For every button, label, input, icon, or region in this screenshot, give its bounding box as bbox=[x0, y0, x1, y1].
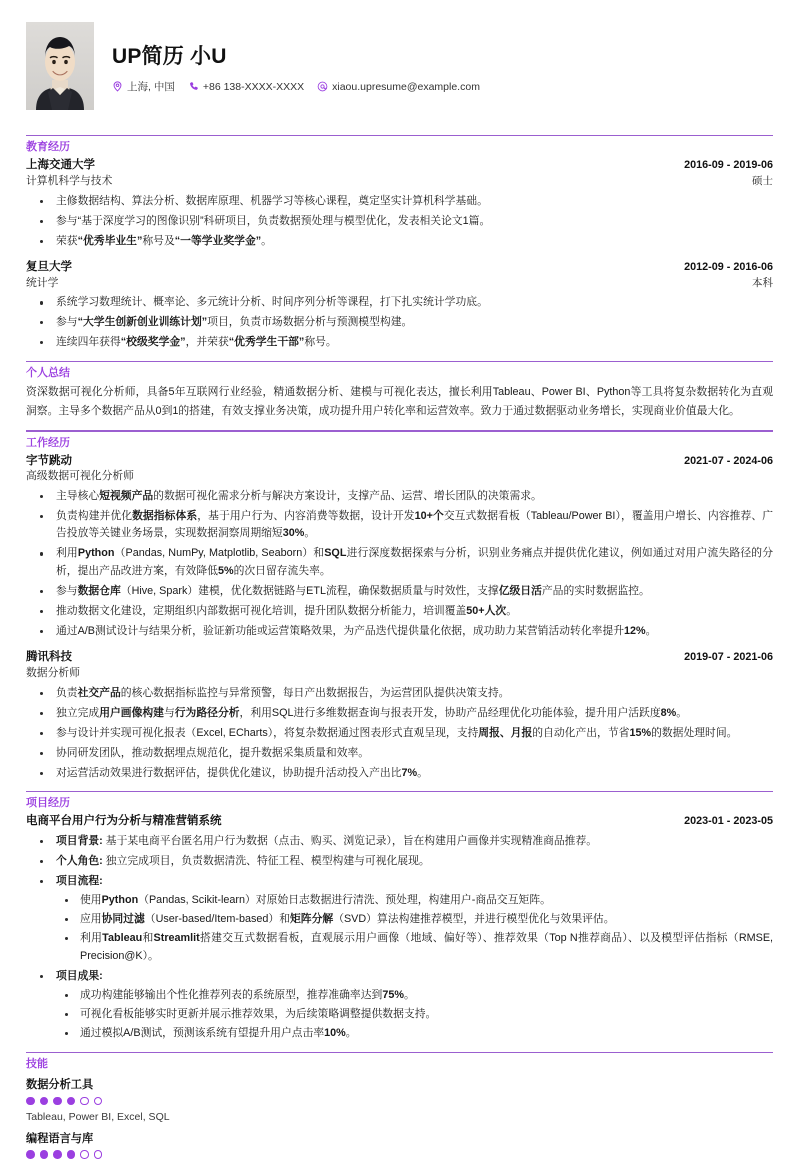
section-divider bbox=[26, 135, 773, 136]
project-entries bbox=[26, 813, 773, 1043]
skill-detail: Tableau, Power BI, Excel, SQL bbox=[26, 1111, 170, 1124]
section-divider bbox=[26, 1052, 773, 1053]
entry-header bbox=[26, 649, 773, 681]
bullet-item: 个人角色: 独立完成项目，负责数据清洗、特征工程、模型构建与可视化展现。 bbox=[26, 853, 773, 870]
entry-degree: 硕士 bbox=[752, 174, 773, 187]
summary-text: 资深数据可视化分析师，具备5年互联网行业经验，精通数据分析、建模与可视化表达，擅长利用Tableau、Power BI、Python等工具将复杂数据转化为直观洞察。主导多个数据产品从0到1的搭建，有效支撑业务决策，成功提升用户转化率和运营效率。致力于通过数据驱动业务增长，实现商业价值最大化。 bbox=[26, 386, 773, 418]
entry-organization: 字节跳动 bbox=[26, 454, 72, 467]
entry-header bbox=[26, 813, 773, 830]
entry-header bbox=[26, 259, 773, 291]
section-skills bbox=[26, 1052, 773, 1159]
sub-bullet-item: 通过模拟A/B测试，预测该系统有望提升用户点击率10%。 bbox=[56, 1025, 773, 1042]
work-entries bbox=[26, 453, 773, 782]
skill-rating-dot bbox=[53, 1097, 62, 1106]
skill-item bbox=[26, 1131, 773, 1159]
bullet-item: 项目流程: 使用Python（Pandas, Scikit-learn）对原始日志数据进行清洗、预处理，构建用户-商品交互矩阵。 应用协同过滤（User-based/Item-based）和矩阵分解（SVD）算法构建推荐模型，并进行模型优化与效果评估。 利用Tableau和Streamlit搭建交互式数据看板，直观展示用户画像（地域、偏好等）、推荐效果（Top N推荐商品）、以及模型评估指标（RMSE, Precision@K）。 bbox=[26, 873, 773, 965]
skill-name: 数据分析工具 bbox=[26, 1079, 94, 1092]
resume-entry bbox=[26, 649, 773, 782]
skill-list bbox=[26, 1077, 773, 1159]
entry-meta-block bbox=[670, 260, 773, 291]
skill-rating-dot bbox=[40, 1097, 49, 1106]
entry-degree: 本科 bbox=[752, 276, 773, 289]
entry-organization: 腾讯科技 bbox=[26, 651, 72, 664]
entry-org-block bbox=[26, 259, 72, 291]
section-work bbox=[26, 430, 773, 782]
skill-item bbox=[26, 1077, 773, 1126]
resume-entry bbox=[26, 157, 773, 250]
section-projects bbox=[26, 791, 773, 1043]
section-divider bbox=[26, 791, 773, 792]
bullet-item: 主修数据结构、算法分析、数据库原理、机器学习等核心课程，奠定坚实计算机科学基础。 bbox=[26, 193, 773, 210]
skill-rating-dot bbox=[94, 1150, 103, 1159]
identity-block bbox=[112, 38, 489, 94]
skill-rating-dot bbox=[53, 1150, 62, 1159]
bullet-item: 项目背景: 基于某电商平台匿名用户行为数据（点击、购买、浏览记录），旨在构建用户画像并实现精准商品推荐。 bbox=[26, 833, 773, 850]
sub-bullet-list bbox=[56, 987, 773, 1042]
skill-rating-dot bbox=[67, 1150, 76, 1159]
project-entry bbox=[26, 813, 773, 1043]
entry-dates: 2012-09 - 2016-06 bbox=[684, 261, 773, 273]
bullet-item: 利用Python（Pandas, NumPy, Matplotlib, Seaborn）和SQL进行深度数据探索与分析，识别业务痛点并提供优化建议，例如通过对用户流失路径的分析，提出产品改进方案，有效降低5%的次日留存流失率。 bbox=[26, 545, 773, 580]
bullet-item: 通过A/B测试设计与结果分析，验证新功能或运营策略效果，为产品迭代提供量化依据，成功助力某营销活动转化率提升12%。 bbox=[26, 623, 773, 640]
skill-rating-dot bbox=[80, 1097, 89, 1106]
entry-dates: 2019-07 - 2021-06 bbox=[684, 651, 773, 664]
bullet-item: 参与设计并实现可视化报表（Excel, ECharts），将复杂数据通过图表形式直观呈现，支持周报、月报的自动化产出，节省15%的数据处理时间。 bbox=[26, 725, 773, 742]
contact-email bbox=[317, 81, 480, 93]
contact-phone bbox=[188, 81, 304, 93]
entry-org-block bbox=[26, 157, 112, 189]
bullet-item: 协同研发团队，推动数据埋点规范化，提升数据采集质量和效率。 bbox=[26, 745, 773, 762]
sub-bullet-item: 利用Tableau和Streamlit搭建交互式数据看板，直观展示用户画像（地域、偏好等）、推荐效果（Top N推荐商品）、以及模型评估指标（RMSE, Precision@K）。 bbox=[56, 930, 773, 965]
entry-meta-block bbox=[670, 454, 773, 470]
bullet-item: 参与“大学生创新创业训练计划”项目，负责市场数据分析与预测模型构建。 bbox=[26, 314, 773, 331]
sub-bullet-item: 应用协同过滤（User-based/Item-based）和矩阵分解（SVD）算法构建推荐模型，并进行模型优化与效果评估。 bbox=[56, 911, 773, 928]
bullet-item: 参与数据仓库（Hive, Spark）建模，优化数据链路与ETL流程，确保数据质量与时效性，支撑亿级日活产品的实时数据监控。 bbox=[26, 583, 773, 600]
avatar bbox=[26, 22, 94, 110]
bullet-item: 负责构建并优化数据指标体系，基于用户行为、内容消费等数据，设计开发10+个交互式数据看板（Tableau/Power BI），覆盖用户增长、内容推荐、广告投放等关键业务场景，实现数据洞察周期缩短30%。 bbox=[26, 508, 773, 543]
skill-rating bbox=[26, 1097, 773, 1106]
contact-email-text: xiaou.upresume@example.com bbox=[332, 80, 480, 93]
bullet-item: 参与“基于深度学习的图像识别”科研项目，负责数据预处理与模型优化，发表相关论文1篇。 bbox=[26, 213, 773, 230]
bullet-list bbox=[26, 685, 773, 782]
section-title-summary: 个人总结 bbox=[26, 367, 70, 380]
entry-role: 高级数据可视化分析师 bbox=[26, 470, 134, 483]
bullet-item: 对运营活动效果进行数据评估，提供优化建议，协助提升活动投入产出比7%。 bbox=[26, 765, 773, 782]
entry-meta-block bbox=[670, 650, 773, 666]
contact-row bbox=[112, 79, 489, 94]
entry-organization: 复旦大学 bbox=[26, 261, 72, 273]
bullet-item: 系统学习数理统计、概率论、多元统计分析、时间序列分析等课程，打下扎实统计学功底。 bbox=[26, 294, 773, 311]
skill-name: 编程语言与库 bbox=[26, 1132, 94, 1145]
sub-bullet-item: 成功构建能够输出个性化推荐列表的系统原型，推荐准确率达到75%。 bbox=[56, 987, 773, 1004]
contact-phone-text: +86 138-XXXX-XXXX bbox=[202, 80, 305, 93]
sub-bullet-list bbox=[56, 892, 773, 965]
skill-rating-dot bbox=[26, 1150, 35, 1159]
entry-role: 统计学 bbox=[26, 276, 59, 289]
bullet-list bbox=[26, 488, 773, 640]
entry-role: 计算机科学与技术 bbox=[26, 174, 113, 187]
bullet-item: 推动数据文化建设，定期组织内部数据可视化培训，提升团队数据分析能力，培训覆盖50+人次。 bbox=[26, 603, 773, 620]
skill-rating-dot bbox=[94, 1097, 103, 1106]
project-title: 电商平台用户行为分析与精准营销系统 bbox=[26, 815, 222, 828]
contact-location-text: 上海, 中国 bbox=[127, 81, 175, 94]
bullet-item: 负责社交产品的核心数据指标监控与异常预警，每日产出数据报告，为运营团队提供决策支持。 bbox=[26, 685, 773, 702]
bullet-item: 荣获“优秀毕业生”称号及“一等学业奖学金”。 bbox=[26, 233, 773, 250]
section-divider bbox=[26, 361, 773, 362]
section-title-projects: 项目经历 bbox=[26, 797, 70, 810]
section-title-work: 工作经历 bbox=[26, 436, 70, 449]
section-education bbox=[26, 135, 773, 352]
entry-org-block bbox=[26, 649, 80, 681]
entry-header bbox=[26, 453, 773, 485]
entry-dates: 2016-09 - 2019-06 bbox=[684, 159, 773, 172]
skill-rating-dot bbox=[67, 1097, 76, 1106]
entry-role: 数据分析师 bbox=[26, 667, 80, 679]
entry-meta-block bbox=[670, 814, 773, 830]
skill-rating bbox=[26, 1150, 773, 1159]
bullet-list bbox=[26, 294, 773, 351]
bullet-item: 连续四年获得“校级奖学金”，并荣获“优秀学生干部”称号。 bbox=[26, 334, 773, 351]
phone-icon bbox=[188, 81, 199, 92]
contact-location bbox=[112, 79, 175, 94]
bullet-list bbox=[26, 193, 773, 250]
location-pin-icon bbox=[112, 81, 123, 92]
section-title-skills: 技能 bbox=[26, 1058, 48, 1071]
entry-organization: 上海交通大学 bbox=[26, 159, 95, 172]
entry-org-block bbox=[26, 813, 222, 830]
at-email-icon bbox=[317, 81, 328, 92]
education-entries bbox=[26, 157, 773, 352]
bullet-list bbox=[26, 833, 773, 1043]
bullet-item: 主导核心短视频产品的数据可视化需求分析与解决方案设计，支撑产品、运营、增长团队的决策需求。 bbox=[26, 488, 773, 505]
resume-entry bbox=[26, 453, 773, 641]
section-summary bbox=[26, 361, 773, 422]
entry-dates: 2021-07 - 2024-06 bbox=[684, 454, 773, 467]
sub-bullet-item: 可视化看板能够实时更新并展示推荐效果，为后续策略调整提供数据支持。 bbox=[56, 1006, 773, 1023]
entry-org-block bbox=[26, 453, 134, 485]
skill-rating-dot bbox=[40, 1150, 49, 1159]
entry-header bbox=[26, 157, 773, 189]
section-title-education: 教育经历 bbox=[26, 141, 70, 154]
resume-header bbox=[26, 22, 773, 126]
bullet-item: 独立完成用户画像构建与行为路径分析，利用SQL进行多维数据查询与报表开发，协助产品经理优化功能体验，提升用户活跃度8%。 bbox=[26, 705, 773, 722]
entry-dates: 2023-01 - 2023-05 bbox=[684, 815, 773, 828]
section-divider bbox=[26, 430, 773, 431]
skill-rating-dot bbox=[26, 1097, 35, 1106]
candidate-name: UP简历 小U bbox=[112, 44, 227, 68]
skill-rating-dot bbox=[80, 1150, 89, 1159]
entry-meta-block bbox=[670, 158, 773, 189]
sub-bullet-item: 使用Python（Pandas, Scikit-learn）对原始日志数据进行清洗、预处理，构建用户-商品交互矩阵。 bbox=[56, 892, 773, 909]
resume-entry bbox=[26, 259, 773, 352]
bullet-item: 项目成果: 成功构建能够输出个性化推荐列表的系统原型，推荐准确率达到75%。 可视化看板能够实时更新并展示推荐效果，为后续策略调整提供数据支持。 通过模拟A/B测试，预测该系统有望提升用户点击率10%。 bbox=[26, 968, 773, 1043]
